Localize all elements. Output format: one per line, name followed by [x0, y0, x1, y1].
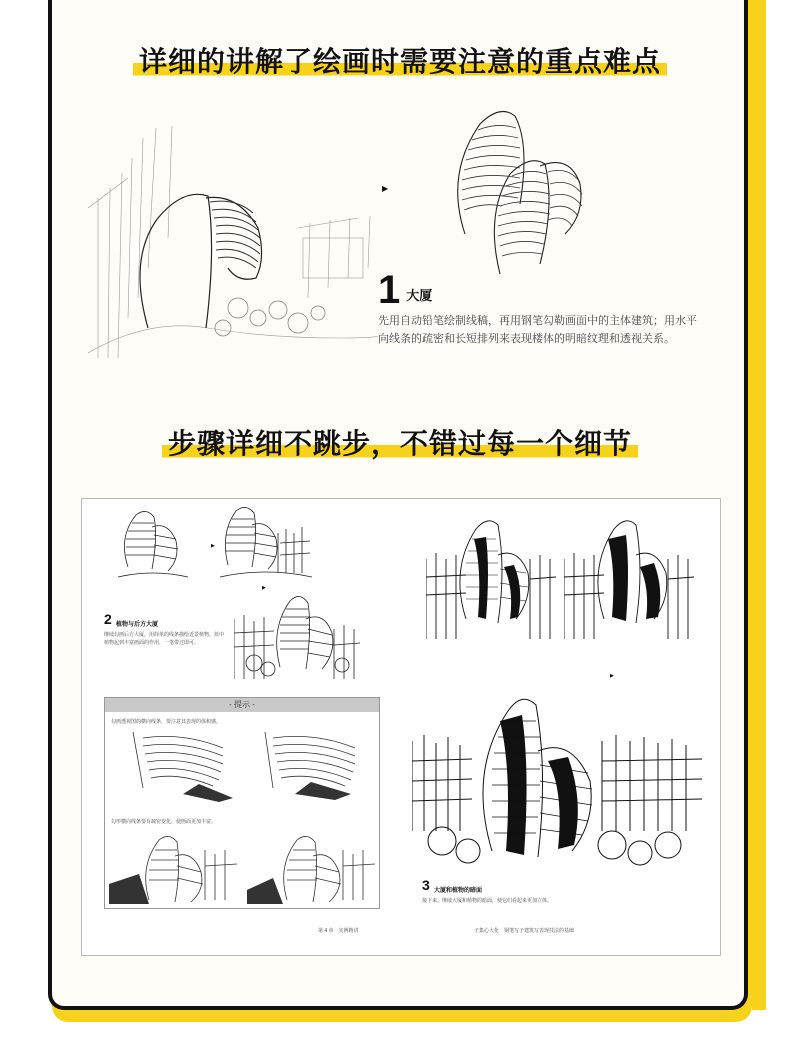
tip-photo-1: [123, 728, 233, 802]
spread-sketch-b: [220, 503, 312, 579]
arrow-right-icon: ▶: [211, 543, 215, 549]
headline-1: 详细的讲解了绘画时需要注意的重点难点: [0, 40, 800, 80]
step-1-label: [378, 268, 433, 312]
tip-line-1: 勾画透视图的横向线条，要注意其表现的体积感。: [111, 719, 222, 725]
step-3-number: 3: [422, 877, 430, 893]
arrow-right-icon: ▶: [610, 673, 614, 679]
step-3-title: 大厦和植物的暗面: [434, 888, 483, 894]
frame-accent-stripe: [752, 0, 766, 1010]
footer-right: 子集心大化 钢笔写子建筑写表现技法的基础: [474, 928, 575, 934]
spread-sketch-d: [426, 509, 556, 641]
step-3-description: 接下来，继续大厦和植物的暗面，使它们看起来更加立体。: [422, 898, 553, 904]
pen-outline-sketch: [440, 104, 600, 276]
spread-sketch-final: [412, 681, 702, 871]
tip-label: - 提示 -: [105, 698, 379, 712]
tip-box: [104, 697, 380, 909]
tip-photo-3: [109, 830, 239, 904]
step-1-number: 1: [378, 268, 401, 312]
headline-2: 步骤详细不跳步，不错过每一个细节: [0, 422, 800, 462]
spread-sketch-a: [118, 507, 188, 579]
pencil-draft-sketch: [88, 118, 378, 360]
step-2-description: 继续勾画后方大厦，用简单的线条描绘近景植物，蓝中植物起到丰富画面的作用，一笔带过即可。: [104, 632, 225, 646]
step-2-title: 植物与后方大厦: [116, 622, 159, 628]
spread-sketch-c: [234, 589, 360, 681]
book-spread: [81, 498, 721, 956]
footer-left: 第 4 章 实例精讲: [318, 928, 359, 934]
step-1-title: 大厦: [406, 288, 433, 303]
spread-sketch-e: [564, 509, 694, 641]
step-2-number: 2: [104, 611, 112, 627]
step-1-description: 先用自动铅笔绘制线稿，再用钢笔勾勒画面中的主体建筑；用水平向线条的疏密和长短排列来表现楼体的明暗纹理和透视关系。: [378, 315, 697, 345]
arrow-right-icon: ▶: [382, 184, 389, 193]
tip-photo-2: [255, 728, 365, 802]
tip-line-2: 勾形横向线条要有疏密变化，使画面更加丰富。: [111, 819, 217, 825]
tip-photo-4: [247, 830, 377, 904]
arrow-right-icon: ▶: [262, 585, 266, 591]
